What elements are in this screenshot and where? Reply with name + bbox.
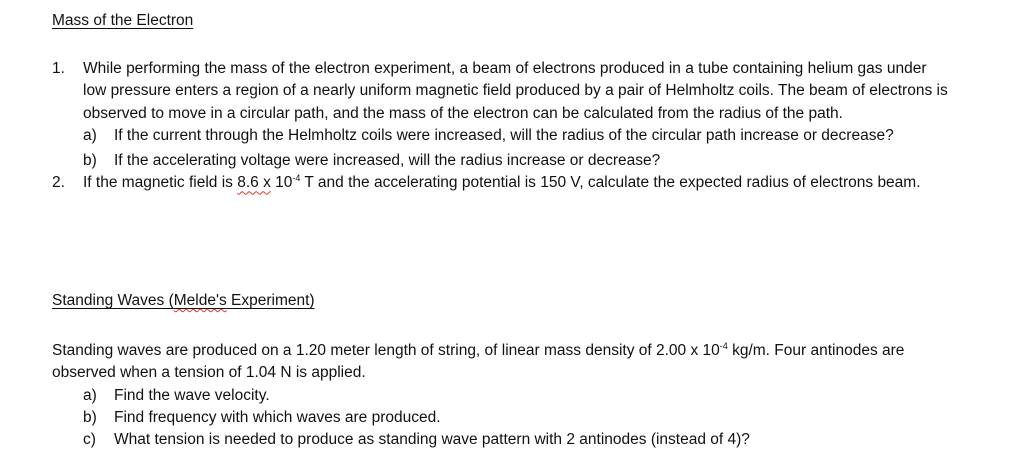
subquestion-b-text: Find frequency with which waves are produced. bbox=[114, 408, 441, 426]
section-heading-standing-waves bbox=[52, 290, 315, 312]
question-1-text: While performing the mass of the electron experiment, a beam of electrons produced in a tube containing helium gas under low pressure enters a region of a nearly uniform magnetic field produced by a pair of Helmholtz coils. The beam of electrons is observed to move in a circular path, and the mass of the electron can be calculated from the radius of the path. bbox=[83, 60, 948, 122]
subquestion-c-marker: c) bbox=[83, 431, 96, 449]
subquestion-b bbox=[83, 407, 952, 429]
mass-of-electron-questions bbox=[52, 58, 952, 195]
question-2-exponent: -4 bbox=[292, 173, 301, 184]
subquestion-b-marker: b) bbox=[83, 408, 97, 426]
question-1b-marker: b) bbox=[83, 152, 97, 170]
question-2-power-base: 10 bbox=[270, 174, 293, 192]
question-2-text-end: T and the accelerating potential is 150 V, calculate the expected radius of electrons beam. bbox=[300, 174, 921, 192]
question-1a-text: If the current through the Helmholtz coils were increased, will the radius of the circular path increase or decrease? bbox=[114, 126, 894, 144]
question-1a-marker: a) bbox=[83, 126, 97, 144]
subquestion-a-text: Find the wave velocity. bbox=[114, 386, 270, 404]
question-1 bbox=[52, 58, 952, 125]
question-1a bbox=[83, 125, 952, 147]
statement-text-start: Standing waves are produced on a 1.20 meter length of string, of linear mass density of 2.00 x 10 bbox=[52, 342, 720, 359]
standing-waves-statement bbox=[52, 340, 952, 385]
statement-text-end: kg/m. Four antinodes are observed when a tension of 1.04 N is applied. bbox=[52, 342, 905, 382]
subquestion-c bbox=[83, 429, 952, 451]
question-2-text-start: If the magnetic field is bbox=[83, 174, 238, 192]
question-2 bbox=[52, 172, 952, 194]
question-2-text bbox=[83, 172, 952, 194]
subquestion-c-text: What tension is needed to produce as standing wave pattern with 2 antinodes (instead of 4)? bbox=[114, 431, 750, 449]
question-1b bbox=[83, 150, 952, 172]
spellcheck-flagged-word: Melde's bbox=[173, 292, 227, 309]
question-1b-text: If the accelerating voltage were increased, will the radius increase or decrease? bbox=[114, 152, 661, 170]
heading-text-start: Standing Waves ( bbox=[52, 292, 174, 309]
section-heading-mass-of-electron: Mass of the Electron bbox=[52, 12, 194, 29]
question-2-number: 2. bbox=[52, 174, 65, 192]
standing-waves-problem bbox=[52, 340, 952, 451]
heading-text-end: Experiment) bbox=[226, 292, 315, 309]
spellcheck-flagged-value: 8.6 x bbox=[237, 174, 271, 192]
subquestion-a bbox=[83, 385, 952, 407]
statement-exponent: -4 bbox=[719, 341, 728, 351]
question-1-number: 1. bbox=[52, 60, 65, 77]
subquestion-a-marker: a) bbox=[83, 386, 97, 404]
standing-waves-subquestions bbox=[52, 385, 952, 452]
